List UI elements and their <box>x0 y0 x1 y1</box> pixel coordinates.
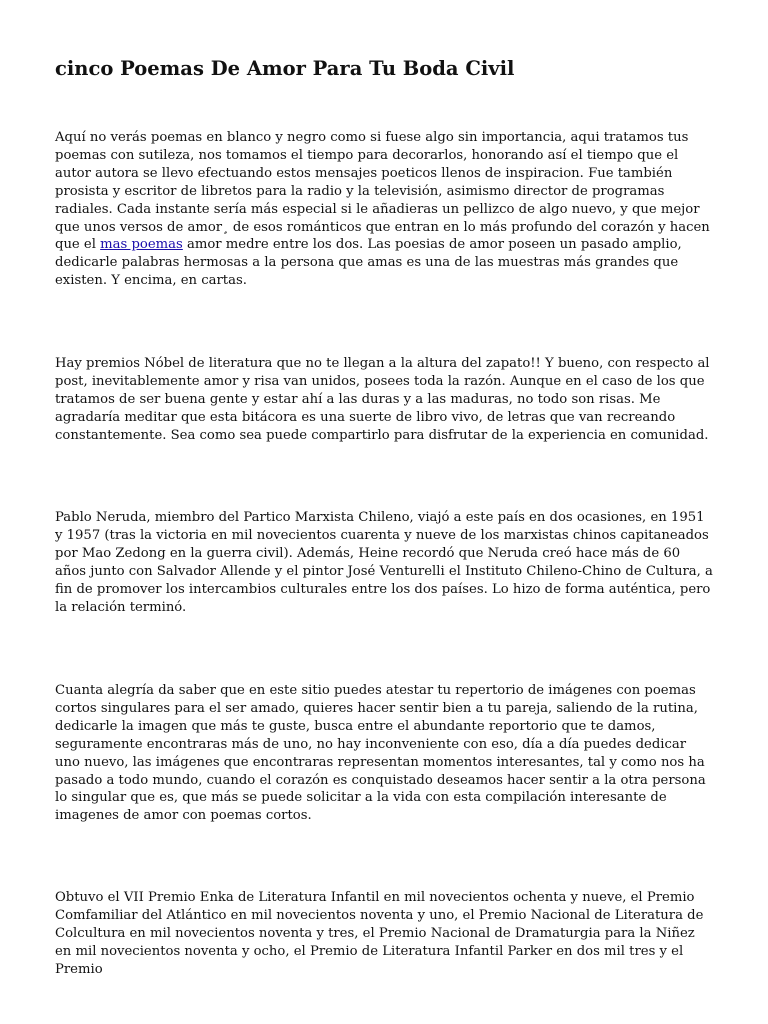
page-title: cinco Poemas De Amor Para Tu Boda Civil <box>55 57 515 80</box>
paragraph-3: Pablo Neruda, miembro del Partico Marxista Chileno, viajó a este país en dos ocasiones, en 1951 y 1957 (tras la victoria en mil novecientos cuarenta y nueve de los marxistas chinos capitaneados por Mao Zedong en la guerra civil). Además, Heine recordó que Neruda creó hace más de 60 años junto con Salvador Allende y el pintor José Venturelli el Instituto Chileno-Chino de Cultura, a fin de promover los intercambios culturales entre los dos países. Lo hizo de forma auténtica, pero la relación terminó. <box>55 510 713 615</box>
paragraph-5: Obtuvo el VII Premio Enka de Literatura Infantil en mil novecientos ochenta y nueve, el Premio Comfamiliar del Atlántico en mil novecientos noventa y uno, el Premio Nacional de Literatura de Colcultura en mil novecientos noventa y tres, el Premio Nacional de Dramaturgia para la Niñez en mil novecientos noventa y ocho, el Premio de Literatura Infantil Parker en dos mil tres y el Premio <box>55 890 704 977</box>
paragraph-2: Hay premios Nóbel de literatura que no te llegan a la altura del zapato!! Y bueno, con respecto al post, inevitablemente amor y risa van unidos, posees toda la razón. Aunque en el caso de los que tratamos de ser buena gente y estar ahí a las duras y a las maduras, no todo son risas. Me agradaría meditar que esta bitácora es una suerte de libro vivo, de letras que van recreando constantemente. Sea como sea puede compartirlo para disfrutar de la experiencia en comunidad. <box>55 356 710 443</box>
paragraph-1 <box>55 129 715 290</box>
paragraph-1-text-after: amor medre entre los dos. Las poesias de amor poseen un pasado amplio, dedicarle palabras hermosas a la persona que amas es una de las muestras más grandes que existen. Y encima, en cartas. <box>55 237 682 289</box>
mas-poemas-link[interactable]: mas poemas <box>100 237 183 253</box>
paragraph-4: Cuanta alegría da saber que en este sitio puedes atestar tu repertorio de imágenes con poemas cortos singulares para el ser amado, quieres hacer sentir bien a tu pareja, saliendo de la rutina, dedicarle la imagen que más te guste, busca entre el abundante reportorio que te damos, seguramente encontraras más de uno, no hay inconveniente con eso, día a día puedes dedicar uno nuevo, las imágenes que encontraras representan momentos interesantes, tal y como nos ha pasado a todo mundo, cuando el corazón es conquistado deseamos hacer sentir a la otra persona lo singular que es, que más se puede solicitar a la vida con esta compilación interesante de imagenes de amor con poemas cortos. <box>55 683 706 824</box>
paragraph-1-text-before: Aquí no verás poemas en blanco y negro como si fuese algo sin importancia, aqui tratamos tus poemas con sutileza, nos tomamos el tiempo para decorarlos, honorando así el tiempo que el autor autora se llevo efectuando estos mensajes poeticos llenos de inspiracion. Fue también prosista y escritor de libretos para la radio y la televisión, asimismo director de programas radiales. Cada instante sería más especial si le añadieras un pellizco de algo nuevo, y que mejor que unos versos de amor¸ de esos románticos que entran en lo más profundo del corazón y hacen que el <box>55 130 710 253</box>
